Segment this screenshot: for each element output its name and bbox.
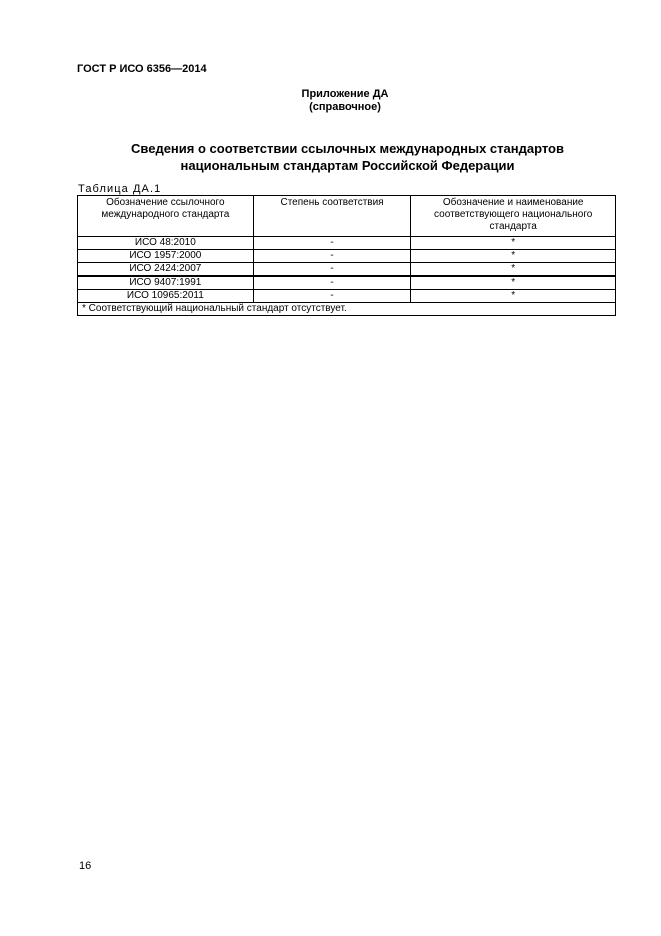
- table-row: [78, 250, 616, 263]
- cell-national: *: [411, 250, 616, 263]
- cell-degree: -: [253, 276, 411, 290]
- cell-standard: ИСО 2424:2007: [78, 263, 254, 277]
- cell-degree: -: [253, 263, 411, 277]
- table-row: [78, 290, 616, 303]
- cell-degree: -: [253, 290, 411, 303]
- correspondence-table: [77, 195, 616, 316]
- cell-standard: ИСО 48:2010: [78, 237, 254, 250]
- document-code: ГОСТ Р ИСО 6356—2014: [77, 63, 207, 75]
- table-header-row: [78, 196, 616, 237]
- section-title-line1: Сведения о соответствии ссылочных международных стандартов: [131, 141, 564, 156]
- section-title-line2: национальным стандартам Российской Федерации: [180, 158, 515, 173]
- table-row: [78, 263, 616, 277]
- page-number: 16: [79, 860, 92, 872]
- appendix-subtitle: (справочное): [309, 101, 381, 113]
- table-caption: Таблица ДА.1: [78, 183, 162, 195]
- cell-standard: ИСО 1957:2000: [78, 250, 254, 263]
- cell-standard: ИСО 10965:2011: [78, 290, 254, 303]
- cell-national: *: [411, 276, 616, 290]
- table-row: [78, 237, 616, 250]
- appendix-title: Приложение ДА: [301, 88, 389, 100]
- cell-national: *: [411, 263, 616, 277]
- table-footnote: * Соответствующий национальный стандарт отсутствует.: [78, 303, 616, 316]
- column-header-degree-of-correspondence: Степень соответствия: [253, 196, 411, 237]
- cell-national: *: [411, 237, 616, 250]
- cell-standard: ИСО 9407:1991: [78, 276, 254, 290]
- cell-degree: -: [253, 237, 411, 250]
- column-header-international-standard: Обозначение ссылочного международного стандарта: [78, 196, 254, 237]
- table-footnote-row: [78, 303, 616, 316]
- cell-degree: -: [253, 250, 411, 263]
- column-header-national-standard: Обозначение и наименование соответствующего национального стандарта: [411, 196, 616, 237]
- table-row: [78, 276, 616, 290]
- cell-national: *: [411, 290, 616, 303]
